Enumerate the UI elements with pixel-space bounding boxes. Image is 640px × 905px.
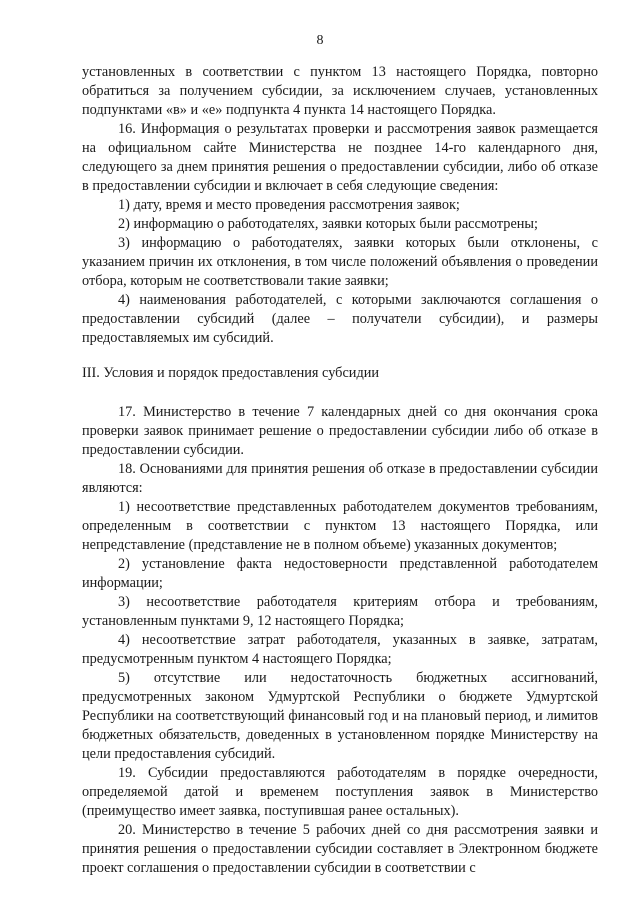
paragraphs-after-heading	[82, 403, 598, 878]
paragraph: 18. Основаниями для принятия решения об отказе в предоставлении субсидии являются:	[82, 461, 598, 496]
paragraph: 2) информацию о работодателях, заявки которых были рассмотрены;	[118, 216, 539, 232]
document-body	[82, 63, 598, 878]
paragraph: 5) отсутствие или недостаточность бюджетных ассигнований, предусмотренных законом Удмуртской Республики о бюджете Удмуртской Республики на соответствующий финансовый год и на плановый период, и лимитов бюджетных обязательств, доведенных в установленном порядке Министерству на цели предоставления субсидий.	[82, 670, 598, 762]
paragraph: 3) несоответствие работодателя критериям отбора и требованиям, установленным пунктами 9, 12 настоящего Порядка;	[82, 594, 598, 629]
paragraph: 1) несоответствие представленных работодателем документов требованиям, определенным в соответствии с пунктом 13 настоящего Порядка, или непредставление (представление не в полном объеме) указанных документов;	[82, 499, 598, 553]
paragraph: 1) дату, время и место проведения рассмотрения заявок;	[118, 197, 460, 213]
paragraph: 17. Министерство в течение 7 календарных дней со дня окончания срока проверки заявок принимает решение о предоставлении субсидии либо об отказе в предоставлении субсидии.	[82, 404, 598, 458]
paragraph: 3) информацию о работодателях, заявки которых были отклонены, с указанием причин их отклонения, в том числе положений объявления о проведении отбора, которым не соответствовали такие заявки;	[82, 235, 598, 289]
paragraph: установленных в соответствии с пунктом 13 настоящего Порядка, повторно обратиться за получением субсидии, за исключением случаев, установленных подпунктами «в» и «е» подпункта 4 пункта 14 настоящего Порядка.	[82, 64, 598, 118]
paragraphs-before-heading	[82, 63, 598, 348]
paragraph: 20. Министерство в течение 5 рабочих дней со дня рассмотрения заявки и принятия решения о предоставлении субсидии составляет в Электронном бюджете проект соглашения о предоставлении субсидии в соответствии с	[82, 822, 598, 876]
paragraph: 16. Информация о результатах проверки и рассмотрения заявок размещается на официальном сайте Министерства не позднее 14-го календарного дня, следующего за днем принятия решения о предоставлении субсидии, либо об отказе в предоставлении субсидии и включает в себя следующие сведения:	[82, 121, 598, 194]
paragraph: 4) наименования работодателей, с которыми заключаются соглашения о предоставлении субсидий (далее – получатели субсидии), и размеры предоставляемых им субсидий.	[82, 292, 598, 346]
page-number: 8	[316, 33, 324, 48]
paragraph: 4) несоответствие затрат работодателя, указанных в заявке, затратам, предусмотренным пунктом 4 настоящего Порядка;	[82, 632, 598, 667]
paragraph: 19. Субсидии предоставляются работодателям в порядке очередности, определяемой датой и временем поступления заявок в Министерство (преимущество имеет заявка, поступившая ранее остальных).	[82, 765, 598, 819]
section-heading: III. Условия и порядок предоставления субсидии	[82, 365, 380, 381]
paragraph: 2) установление факта недостоверности представленной работодателем информации;	[82, 556, 598, 591]
